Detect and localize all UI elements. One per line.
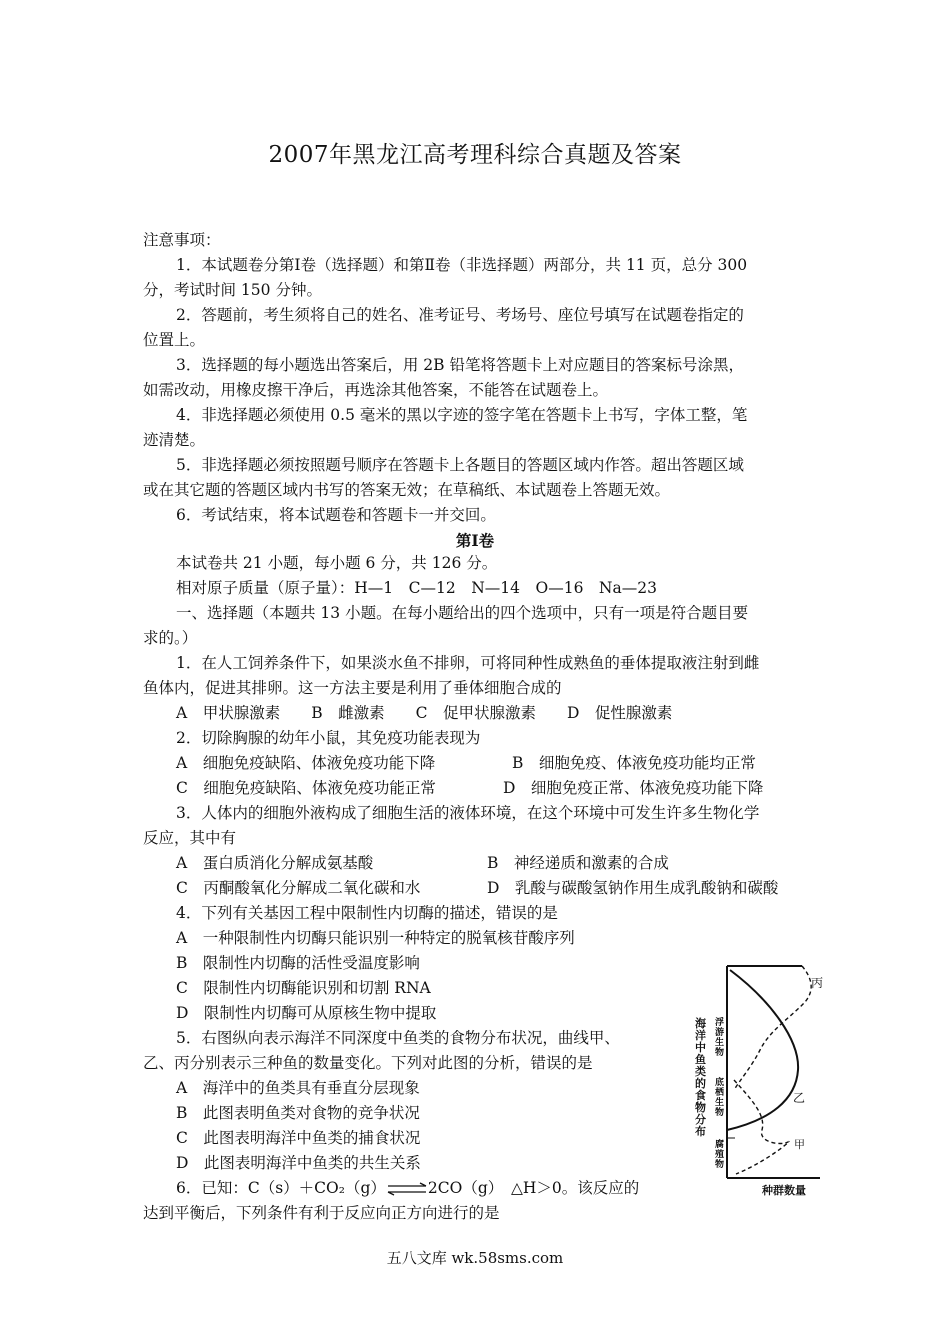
question-3-option-a: A 蛋白质消化分解成氨基酸: [176, 854, 374, 872]
note-line: 5．非选择题必须按照题号顺序在答题卡上各题目的答题区域内作答。超出答题区域: [176, 456, 744, 474]
part1-info: 本试卷共 21 小题，每小题 6 分，共 126 分。: [176, 554, 498, 572]
figure-zone-top-label: 浮游生物: [714, 1018, 724, 1058]
note-line: 1．本试题卷分第Ⅰ卷（选择题）和第Ⅱ卷（非选择题）两部分，共 11 页，总分 300: [176, 256, 748, 274]
question-4-stem: 4．下列有关基因工程中限制性内切酶的描述，错误的是: [176, 904, 558, 922]
question-5-option: B 此图表明鱼类对食物的竞争状况: [176, 1104, 420, 1122]
question-3-stem: 3．人体内的细胞外液构成了细胞生活的液体环境，在这个环境中可发生许多生物化学: [176, 804, 760, 822]
note-line: 4．非选择题必须使用 0.5 毫米的黑以字迹的签字笔在答题卡上书写，字体工整，笔: [176, 406, 748, 424]
question-5-stem: 乙、丙分别表示三种鱼的数量变化。下列对此图的分析，错误的是: [143, 1054, 593, 1072]
question-4-option: A 一种限制性内切酶只能识别一种特定的脱氧核苷酸序列: [176, 929, 575, 947]
note-line: 3．选择题的每小题选出答案后，用 2B 铅笔将答题卡上对应题目的答案标号涂黑，: [176, 356, 744, 374]
note-line: 2．答题前，考生须将自己的姓名、准考证号、考场号、座位号填写在试题卷指定的: [176, 306, 744, 324]
question-4-option: B 限制性内切酶的活性受温度影响: [176, 954, 420, 972]
question-1-options: A 甲状腺激素 B 雌激素 C 促甲状腺激素 D 促性腺激素: [176, 704, 673, 722]
question-1-stem: 鱼体内，促进其排卵。这一方法主要是利用了垂体细胞合成的: [143, 679, 562, 697]
question-3-option-d: D 乳酸与碳酸氢钠作用生成乳酸钠和碳酸: [487, 879, 779, 897]
figure-curve-bing-label: 丙: [811, 976, 824, 990]
figure-zone-mid-label: 底栖生物: [714, 1078, 724, 1118]
question-5-option: D 此图表明海洋中鱼类的共生关系: [176, 1154, 421, 1172]
question-2-option-c: C 细胞免疫缺陷、体液免疫功能正常: [176, 779, 436, 797]
curve-bing: [734, 966, 811, 1090]
page-footer: 五八文库 wk.58sms.com: [386, 1249, 564, 1267]
curve-yi: [727, 970, 798, 1130]
note-line: 或在其它题的答题区域内书写的答案无效；在草稿纸、本试题卷上答题无效。: [143, 481, 671, 499]
question-3-option-b: B 神经递质和激素的合成: [487, 854, 669, 872]
atomic-mass: 相对原子质量（原子量）：H—1 C—12 N—14 O—16 Na—23: [176, 579, 657, 597]
question-2-option-d: D 细胞免疫正常、体液免疫功能下降: [503, 779, 764, 797]
question-1-stem: 1．在人工饲养条件下，如果淡水鱼不排卵，可将同种性成熟鱼的垂体提取液注射到雌: [176, 654, 760, 672]
question-6-stem: 达到平衡后，下列条件有利于反应向正方向进行的是: [143, 1204, 500, 1222]
question-5-option: A 海洋中的鱼类具有垂直分层现象: [176, 1079, 420, 1097]
note-line: 位置上。: [143, 331, 206, 349]
question-2-option-b: B 细胞免疫、体液免疫功能均正常: [512, 754, 756, 772]
question-5-option: C 此图表明海洋中鱼类的捕食状况: [176, 1129, 421, 1147]
question-4-option: C 限制性内切酶能识别和切割 RNA: [176, 979, 431, 997]
note-line: 迹清楚。: [143, 431, 206, 449]
equilibrium-arrow-icon: [386, 1182, 428, 1196]
question-5-stem: 5．右图纵向表示海洋不同深度中鱼类的食物分布状况，曲线甲、: [176, 1029, 620, 1047]
section-heading: 求的。）: [143, 629, 198, 647]
question-6-stem-suffix: 2CO（g） △H＞0。该反应的: [427, 1179, 640, 1197]
figure-x-axis-title: 种群数量: [762, 1184, 806, 1197]
figure-y-axis-title: 海洋中鱼类的食物分布: [695, 1017, 706, 1138]
question-3-stem: 反应，其中有: [143, 829, 237, 847]
question-2-option-a: A 细胞免疫缺陷、体液免疫功能下降: [176, 754, 436, 772]
question-2-stem: 2．切除胸腺的幼年小鼠，其免疫功能表现为: [176, 729, 481, 747]
document-title: 2007年黑龙江高考理科综合真题及答案: [268, 142, 682, 168]
note-line: 6．考试结束，将本试题卷和答题卡一并交回。: [176, 506, 496, 524]
fish-distribution-figure: [690, 960, 828, 1200]
question-3-option-c: C 丙酮酸氧化分解成二氧化碳和水: [176, 879, 421, 897]
figure-zone-bottom-label: 腐殖物: [714, 1140, 724, 1170]
figure-graphic: [690, 960, 828, 1200]
curve-jia: [734, 1080, 789, 1174]
figure-curve-yi-label: 乙: [793, 1091, 806, 1105]
section-heading: 一、选择题（本题共 13 小题。在每小题给出的四个选项中，只有一项是符合题目要: [176, 604, 749, 622]
question-6-stem-prefix: 6．已知：C（s）＋CO₂（g）: [176, 1179, 386, 1197]
notes-heading: 注意事项：: [143, 231, 221, 249]
note-line: 分，考试时间 150 分钟。: [143, 281, 322, 299]
part1-heading: 第Ⅰ卷: [455, 531, 495, 550]
question-4-option: D 限制性内切酶可从原核生物中提取: [176, 1004, 437, 1022]
question-6-stem: [176, 1178, 639, 1198]
note-line: 如需改动，用橡皮擦干净后，再选涂其他答案，不能答在试题卷上。: [143, 381, 609, 399]
figure-curve-jia-label: 甲: [794, 1138, 805, 1151]
